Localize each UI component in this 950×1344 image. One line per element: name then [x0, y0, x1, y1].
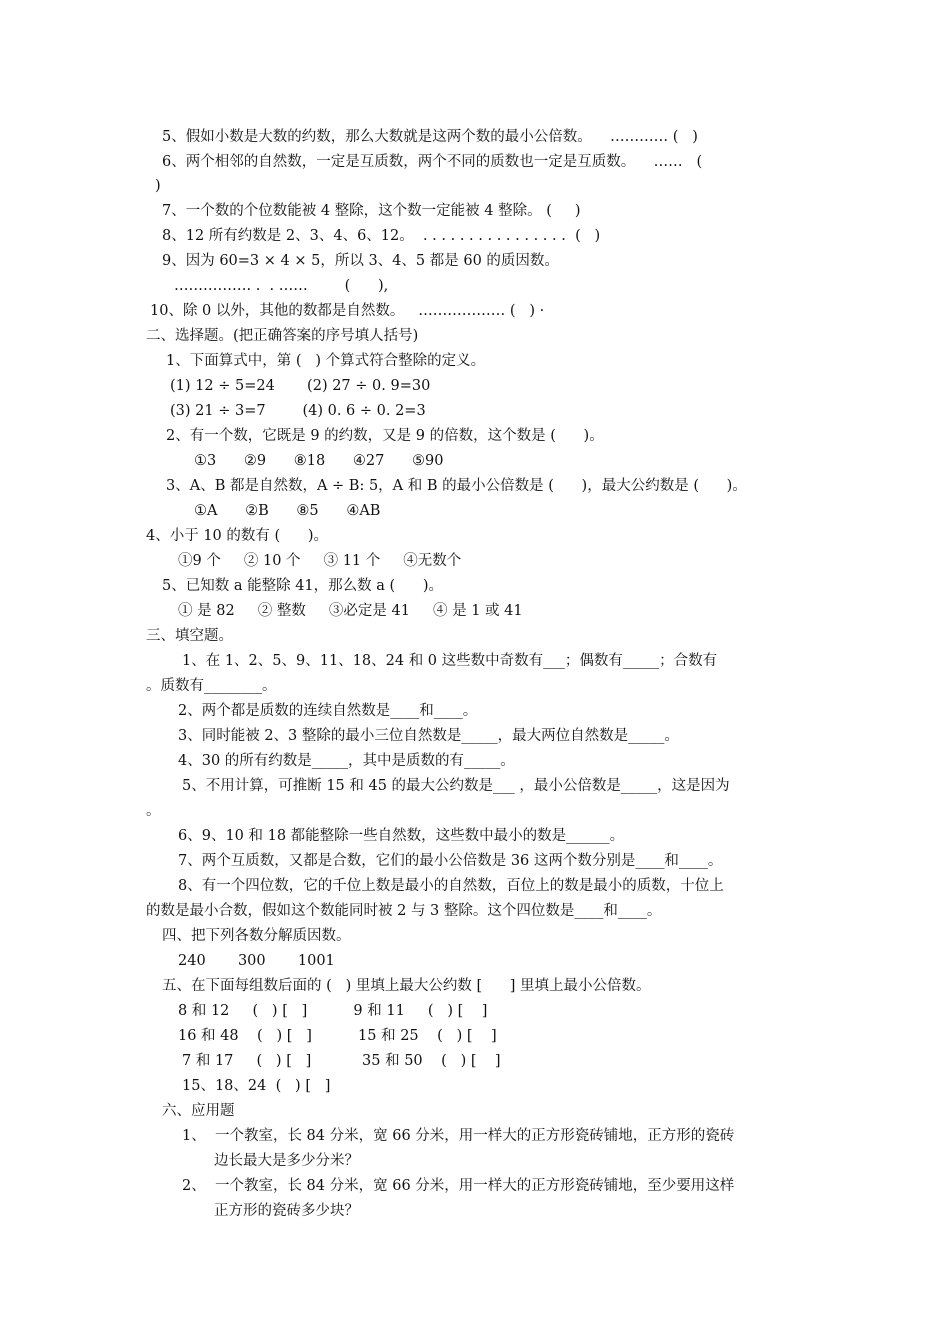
true-false-item-9: 9、因为 60=3 × 4 × 5，所以 3、4、5 都是 60 的质因数。	[162, 253, 559, 269]
choice-question-4: 4、小于 10 的数有 ( )。	[146, 528, 328, 544]
true-false-item-5: 5、假如小数是大数的约数，那么大数就是这两个数的最小公倍数。 ………… ( )	[162, 129, 698, 145]
true-false-item-6: 6、两个相邻的自然数，一定是互质数，两个不同的质数也一定是互质数。 …… (	[162, 154, 703, 170]
choice-2-options: ①3 ②9 ⑧18 ④27 ⑤90	[194, 453, 444, 469]
fill-question-2: 2、两个都是质数的连续自然数是____和____。	[178, 703, 478, 719]
choice-question-3: 3、A、B 都是自然数，A ÷ B: 5，A 和 B 的最小公倍数是 ( )，最大公约数是 ( )。	[166, 478, 747, 494]
fill-question-6: 6、9、10 和 18 都能整除一些自然数，这些数中最小的数是______。	[178, 828, 625, 844]
section-heading-choice: 二、选择题。(把正确答案的序号填人括号)	[146, 328, 419, 344]
fill-question-4: 4、30 的所有约数是_____，其中是质数的有_____。	[178, 753, 515, 769]
choice-question-2: 2、有一个数，它既是 9 的约数，又是 9 的倍数，这个数是 ( )。	[166, 428, 604, 444]
factorize-numbers: 240 300 1001	[178, 953, 335, 969]
choice-1-options-a: (1) 12 ÷ 5=24 (2) 27 ÷ 0. 9=30	[170, 378, 431, 394]
true-false-item-9-cont: ……………. . . …… ( ),	[174, 278, 389, 294]
application-question-1-cont: 边长最大是多少分米？	[214, 1153, 359, 1169]
fill-question-8-cont: 的数是最小合数，假如这个数能同时被 2 与 3 整除。这个四位数是____和____。	[146, 903, 662, 919]
choice-3-options: ①A ②B ⑧5 ④AB	[194, 503, 381, 519]
gcd-lcm-row-2: 16 和 48 ( ) [ ] 15 和 25 ( ) [ ]	[178, 1028, 497, 1044]
application-question-1: 1、 一个教室，长 84 分米，宽 66 分米，用一样大的正方形瓷砖铺地，正方形的瓷砖	[182, 1128, 735, 1144]
fill-question-5: 5、不用计算，可推断 15 和 45 的最大公约数是___ ，最小公倍数是_____，这是因为	[182, 778, 730, 794]
application-question-2-cont: 正方形的瓷砖多少块？	[214, 1203, 359, 1219]
application-question-2: 2、 一个教室，长 84 分米，宽 66 分米，用一样大的正方形瓷砖铺地，至少要用这样	[182, 1178, 735, 1194]
choice-question-1: 1、下面算式中，第 ( ) 个算式符合整除的定义。	[166, 353, 486, 369]
gcd-lcm-row-3: 7 和 17 ( ) [ ] 35 和 50 ( ) [ ]	[182, 1053, 501, 1069]
choice-5-options: ① 是 82 ② 整数 ③必定是 41 ④ 是 1 或 41	[178, 603, 523, 619]
true-false-item-6-cont: )	[155, 178, 161, 194]
true-false-item-7: 7、一个数的个位数能被 4 整除，这个数一定能被 4 整除。 ( )	[162, 203, 581, 219]
fill-question-1: 1、在 1、2、5、9、11、18、24 和 0 这些数中奇数有___；偶数有_____；合数有	[182, 653, 718, 669]
true-false-item-10: 10、除 0 以外，其他的数都是自然数。 ……………… ( ) ·	[150, 303, 545, 319]
fill-question-3: 3、同时能被 2、3 整除的最小三位自然数是_____，最大两位自然数是_____。	[178, 728, 679, 744]
choice-question-5: 5、已知数 a 能整除 41，那么数 a ( )。	[162, 578, 443, 594]
choice-1-options-b: (3) 21 ÷ 3=7 (4) 0. 6 ÷ 0. 2=3	[170, 403, 426, 419]
gcd-lcm-row-4: 15、18、24 ( ) [ ]	[182, 1078, 331, 1094]
true-false-item-8: 8、12 所有约数是 2、3、4、6、12。 . . . . . . . . . . . . . . . . ( )	[162, 228, 601, 244]
fill-question-5-cont: 。	[146, 803, 161, 819]
section-heading-factorize: 四、把下列各数分解质因数。	[162, 928, 351, 944]
fill-question-8: 8、有一个四位数，它的千位上数是最小的自然数，百位上的数是最小的质数，十位上	[178, 878, 724, 894]
fill-question-1-cont: 。质数有________。	[146, 678, 277, 694]
gcd-lcm-row-1: 8 和 12 ( ) [ ] 9 和 11 ( ) [ ]	[178, 1003, 488, 1019]
section-heading-application: 六、应用题	[162, 1103, 235, 1119]
choice-4-options: ①9 个 ② 10 个 ③ 11 个 ④无数个	[178, 553, 462, 569]
fill-question-7: 7、两个互质数，又都是合数，它们的最小公倍数是 36 这两个数分别是____和____。	[178, 853, 723, 869]
section-heading-gcd-lcm: 五、在下面每组数后面的 ( ) 里填上最大公约数 [ ] 里填上最小公倍数。	[162, 978, 651, 994]
section-heading-fill: 三、填空题。	[146, 628, 233, 644]
